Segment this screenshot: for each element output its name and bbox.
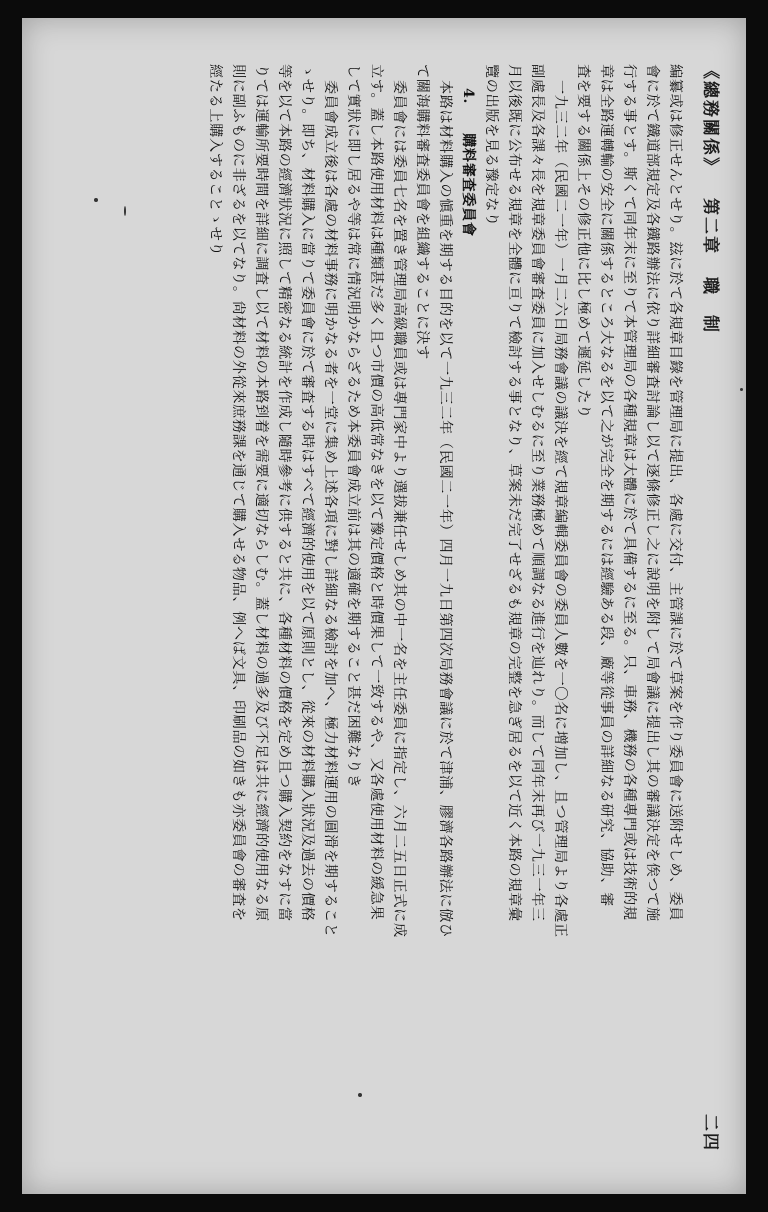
page-number: 二四: [700, 1114, 721, 1152]
section-heading-row: [456, 64, 479, 1154]
document-page: [22, 18, 746, 1194]
text-line: 經たる上購入することゝせり: [207, 64, 223, 257]
header-left: [701, 62, 726, 334]
text-line: 覽の出版を見る豫定なり: [483, 64, 499, 227]
text-line: 編纂或は修正せんとせり。玆に於て各規章目錄を管理局に提出、各處に交付、主管課に於て草案を作り委員會に送附せしめ、委員: [667, 64, 683, 922]
text-line: 委員會には委員七名を置き管理局高級職員或は專門家中より選拔兼任せしめ其の中一名を主任委員に指定し、六月二五日正式に成: [391, 80, 407, 938]
scan-speck: [358, 1093, 362, 1097]
section-number: 4.: [460, 88, 476, 105]
text-line: 會に於て鐵道部規定及各鐵路辦法に依り詳細審査討論し以て逐條修正し之に說明を附して局會議に提出し其の審議決定を俟つて施: [644, 64, 660, 922]
text-line: 行する事とす。斯くて同年末に至りて本管理局の各種規章は大體に於て具備するに至る。只、車務、機務の各種專門或は技術的規: [621, 64, 637, 921]
scan-speck: [94, 198, 98, 202]
page-header: [698, 62, 728, 1152]
text-line: 副處長及各課々長を規章委員會審査委員に加入せしむるに至り業務極めて順調なる進行を辿れり。而して同年末再び一九三一年三: [529, 64, 545, 922]
scan-speck: [740, 388, 743, 391]
text-line: 則に副ふものに非ざるを以てなり。尙材料の外從來庶務課を通じて購入せる物品、例へば文具、印刷品の如きも亦委員會の審査を: [230, 64, 246, 922]
section-title: 購料審査委員會: [460, 133, 476, 237]
rotated-text-frame: [22, 18, 746, 1194]
header-chapter: 第二章: [700, 198, 721, 255]
document-body: [203, 64, 686, 1154]
text-line: 委員會成立後は各處の材料事務に明かなる者を一堂に集め上述各項に對し詳細なる檢討を加へ、極力材料運用の圓滑を期すること: [322, 80, 338, 938]
text-line: て關海購料審査委員會を組織することに決す: [414, 64, 430, 360]
text-line: 一九三二年（民國二一年）一月二六日局務會議の議決を經て規章編輯委員會の委員人數を一〇名に增加し、且つ管理局より各處正: [552, 80, 568, 938]
text-line: 本路は材料購入の愼重を期する目的を以て一九三二年（民國二一年）四月一九日第四次局務會議に於て津浦、膠濟各路辦法に倣ひ: [437, 80, 453, 938]
text-line: 査を要する關係上その修正他に比し極めて遲延したり: [575, 64, 591, 419]
text-line: 章は全路運轉輸の安全に關係するところ大なるを以て之が完全を期するには經驗ある段、廠等從事員の詳細なる研究、協助、審: [598, 64, 614, 907]
text-line: りては運輸所要時間を詳細に調査し以て材料の本路到着を需要に適切ならしむ。蓋し材料の過多及び不足は共に經濟的使用なる原: [253, 64, 269, 922]
text-line: して實狀に即し居るや等は常に情況明かならざるため本委員會成立前は其の適確を期すること甚だ困難なりき: [345, 64, 361, 789]
header-section: 職 制: [700, 277, 721, 334]
scan-speck: [124, 206, 126, 216]
text-line: 月以後既に公布せる規章を全體に亘りて檢討する事となり、草案未だ完了せざるも規章の完整を急ぎ居るを以て近く本路の規章彙: [506, 64, 522, 922]
text-line: ゝせり。即ち、材料購入に當りて委員會に於て審査する時はすべて經濟的使用を以て原則とし、從來の材料購入狀況及過去の價格: [299, 64, 315, 922]
text-line: 等を以て本路の經濟狀況に照して精密なる統計を作成し隨時參考に供すると共に、各種材料の價格を定め且つ購入契約をなすに當: [276, 64, 292, 922]
header-category: 《總務關係》: [700, 62, 721, 176]
text-line: 立す。蓋し本路使用材料は種類甚だ多く且つ市價の高低常なきを以て豫定價格と時價果して一致するや、又各處使用材料の緩急果: [368, 64, 384, 921]
